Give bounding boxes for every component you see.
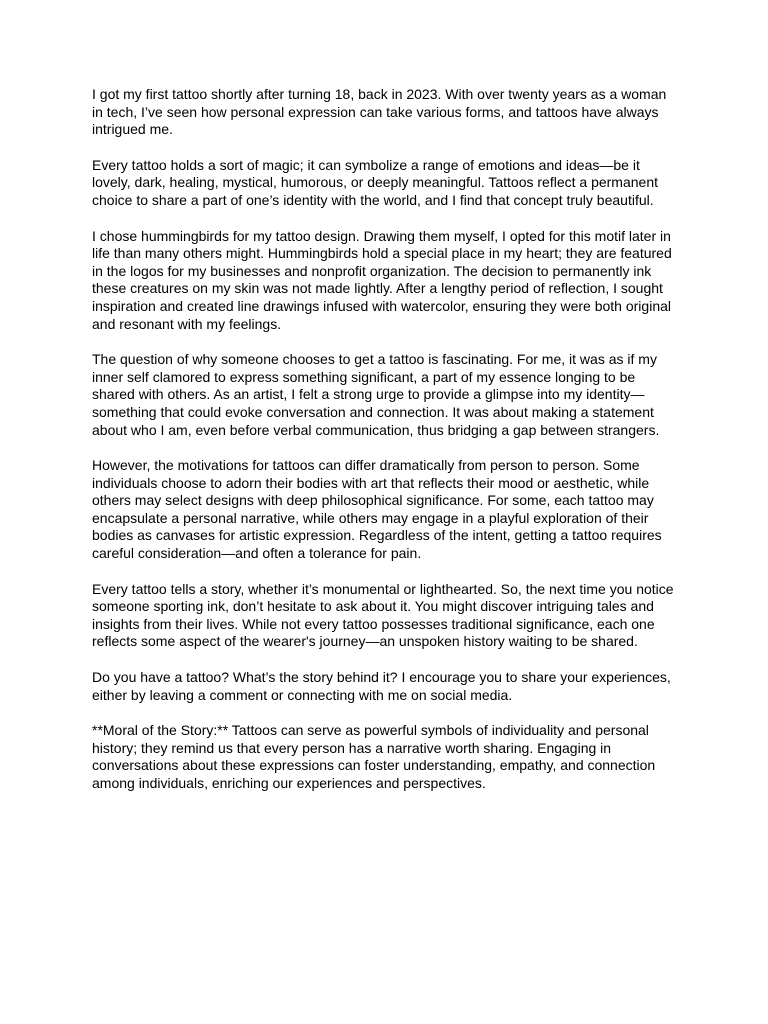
document-body bbox=[92, 86, 680, 811]
paragraph-tattoo-magic: Every tattoo holds a sort of magic; it can symbolize a range of emotions and ideas—be it lovely, dark, healing, mystical, humorous, or deeply meaningful. Tattoos reflect a permanent choice to share a part of one’s identity with the world, and I find that concept truly beautiful. bbox=[92, 156, 658, 208]
paragraph-why-tattoo: The question of why someone chooses to get a tattoo is fascinating. For me, it was as if my inner self clamored to express something significant, a part of my essence longing to be shared with others. As an artist, I felt a strong urge to provide a glimpse into my identity—something that could evoke conversation and connection. It was about making a statement about who I am, even before verbal communication, thus bridging a gap between strangers. bbox=[92, 351, 660, 438]
paragraph-every-tattoo-story: Every tattoo tells a story, whether it’s monumental or lighthearted. So, the next time you notice someone sporting ink, don’t hesitate to ask about it. You might discover intriguing tales and insights from their lives. While not every tattoo possesses traditional significance, each one reflects some aspect of the wearer's journey—an unspoken history waiting to be shared. bbox=[92, 580, 674, 650]
paragraph-call-to-action: Do you have a tattoo? What’s the story behind it? I encourage you to share your experiences, either by leaving a comment or connecting with me on social media. bbox=[92, 669, 671, 703]
paragraph-moral: **Moral of the Story:** Tattoos can serve as powerful symbols of individuality and personal history; they remind us that every person has a narrative worth sharing. Engaging in conversations about these expressions can foster understanding, empathy, and connection among individuals, enriching our experiences and perspectives. bbox=[92, 722, 656, 791]
paragraph-first-tattoo: I got my first tattoo shortly after turning 18, back in 2023. With over twenty years as a woman in tech, I’ve seen how personal expression can take various forms, and tattoos have always intrigued me. bbox=[92, 86, 667, 138]
paragraph-hummingbirds: I chose hummingbirds for my tattoo design. Drawing them myself, I opted for this motif later in life than many others might. Hummingbirds hold a special place in my heart; they are featured in the logos for my businesses and nonprofit organization. The decision to permanently ink these creatures on my skin was not made lightly. After a lengthy period of reflection, I sought inspiration and created line drawings infused with watercolor, ensuring they were both original and resonant with my feelings. bbox=[92, 227, 672, 332]
paragraph-motivations: However, the motivations for tattoos can differ dramatically from person to person. Some individuals choose to adorn their bodies with art that reflects their mood or aesthetic, while others may select designs with deep philosophical significance. For some, each tattoo may encapsulate a personal narrative, while others may engage in a playful exploration of their bodies as canvases for artistic expression. Regardless of the intent, getting a tattoo requires careful consideration—and often a tolerance for pain. bbox=[92, 457, 662, 562]
